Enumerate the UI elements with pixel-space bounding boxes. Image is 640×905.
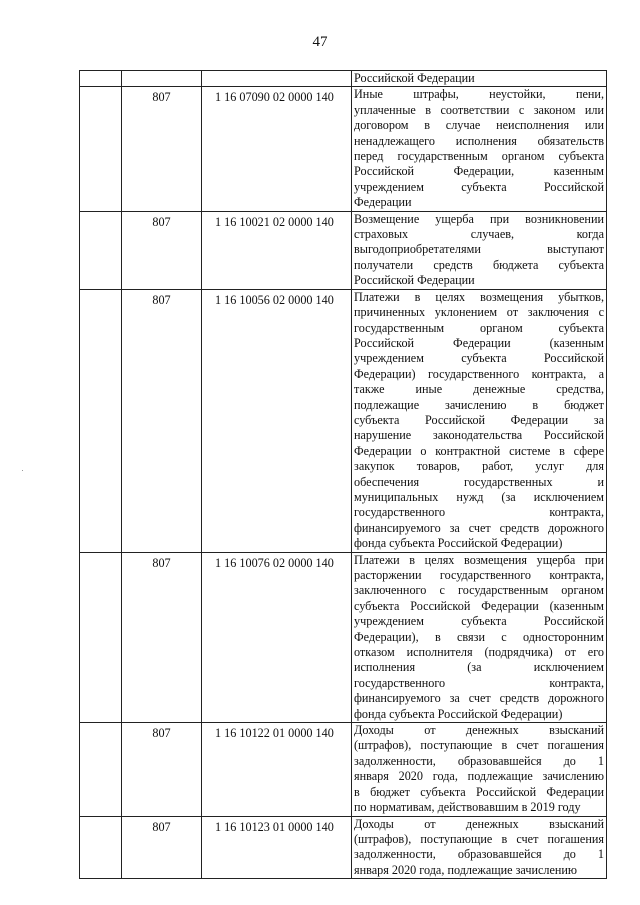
revenue-code-cell: 1 16 10056 02 0000 140 bbox=[202, 289, 352, 552]
revenue-code-cell: 1 16 10123 01 0000 140 bbox=[202, 816, 352, 879]
description-line: января 2020 года, подлежащие зачислению bbox=[354, 862, 578, 877]
description-line: по нормативам, действовавшим в 2019 году bbox=[354, 800, 581, 815]
table-body bbox=[80, 71, 607, 879]
admin-code-cell: 807 bbox=[122, 211, 202, 289]
description-line: муниципальных нужд (за исключением bbox=[354, 489, 604, 504]
admin-code-cell: 807 bbox=[122, 816, 202, 879]
description-line: субъекта Российской Федерации (казенным bbox=[354, 598, 604, 613]
revenue-code-cell: 1 16 10122 01 0000 140 bbox=[202, 723, 352, 816]
description-line: (штрафов), поступающие в счет погашения bbox=[354, 738, 604, 753]
table-row bbox=[80, 289, 607, 552]
description-line: фонда субъекта Российской Федерации) bbox=[354, 536, 563, 551]
table-row bbox=[80, 816, 607, 879]
description-line: страховых случаев, когда bbox=[354, 227, 604, 242]
description-line: также иные денежные средства, bbox=[354, 382, 604, 397]
description-line: в бюджет субъекта Российской Федерации bbox=[354, 784, 604, 799]
description-line: финансируемого за счет средств дорожного bbox=[354, 520, 604, 535]
description-line: задолженности, образовавшейся до 1 bbox=[354, 847, 604, 862]
empty-cell bbox=[80, 816, 122, 879]
description-line: причиненных уклонением от заключения с bbox=[354, 305, 604, 320]
description-line: Российской Федерации, казенным bbox=[354, 164, 604, 179]
description-line: учреждением субъекта Российской bbox=[354, 179, 604, 194]
description-line: фонда субъекта Российской Федерации) bbox=[354, 706, 563, 721]
empty-cell bbox=[80, 71, 122, 87]
description-line: обеспечения государственных и bbox=[354, 474, 604, 489]
admin-code-cell: 807 bbox=[122, 723, 202, 816]
description-line: государственного контракта, bbox=[354, 505, 604, 520]
admin-code-cell bbox=[122, 71, 202, 87]
admin-code-cell: 807 bbox=[122, 552, 202, 722]
empty-cell bbox=[80, 87, 122, 211]
description-line: Федерации), в связи с односторонним bbox=[354, 629, 604, 644]
description-cell bbox=[352, 71, 607, 87]
description-line: нарушение законодательства Российской bbox=[354, 428, 604, 443]
description-line: Российской Федерации bbox=[354, 71, 475, 85]
description-line: перед государственным органом субъекта bbox=[354, 149, 604, 164]
revenue-code-cell: 1 16 07090 02 0000 140 bbox=[202, 87, 352, 211]
description-line: ненадлежащего исполнения обязательств bbox=[354, 133, 604, 148]
description-line: Федерации о контрактной системе в сфере bbox=[354, 443, 604, 458]
description-line: Платежи в целях возмещения убытков, bbox=[354, 289, 604, 304]
description-line: Федерации bbox=[354, 195, 412, 210]
description-line: Платежи в целях возмещения ущерба при bbox=[354, 552, 604, 567]
description-line: учреждением субъекта Российской bbox=[354, 351, 604, 366]
admin-code-cell: 807 bbox=[122, 289, 202, 552]
description-cell bbox=[352, 723, 607, 816]
description-cell bbox=[352, 87, 607, 211]
description-cell bbox=[352, 289, 607, 552]
description-line: Иные штрафы, неустойки, пени, bbox=[354, 87, 604, 102]
description-line: подлежащие зачислению в бюджет bbox=[354, 397, 604, 412]
description-line: уплаченные в соответствии с законом или bbox=[354, 102, 604, 117]
description-line: учреждением субъекта Российской bbox=[354, 614, 604, 629]
description-cell bbox=[352, 816, 607, 879]
description-line: выгодоприобретателями выступают bbox=[354, 242, 604, 257]
description-line: получатели средств бюджета субъекта bbox=[354, 257, 604, 272]
description-line: Доходы от денежных взысканий bbox=[354, 723, 604, 738]
admin-code-cell: 807 bbox=[122, 87, 202, 211]
description-line: финансируемого за счет средств дорожного bbox=[354, 691, 604, 706]
revenue-code-cell bbox=[202, 71, 352, 87]
empty-cell bbox=[80, 723, 122, 816]
description-line: января 2020 года, подлежащие зачислению bbox=[354, 769, 604, 784]
description-line: заключенного с государственным органом bbox=[354, 583, 604, 598]
description-line: Российской Федерации bbox=[354, 273, 475, 288]
description-line: государственным органом субъекта bbox=[354, 320, 604, 335]
description-line: субъекта Российской Федерации за bbox=[354, 412, 604, 427]
table-row bbox=[80, 71, 607, 87]
empty-cell bbox=[80, 211, 122, 289]
table-row bbox=[80, 723, 607, 816]
description-line: Доходы от денежных взысканий bbox=[354, 816, 604, 831]
description-cell bbox=[352, 211, 607, 289]
table-row bbox=[80, 552, 607, 722]
description-line: задолженности, образовавшейся до 1 bbox=[354, 753, 604, 768]
revenue-code-cell: 1 16 10076 02 0000 140 bbox=[202, 552, 352, 722]
description-cell bbox=[352, 552, 607, 722]
description-line: отказом исполнителя (подрядчика) от его bbox=[354, 645, 604, 660]
description-line: закупок товаров, работ, услуг для bbox=[354, 459, 604, 474]
empty-cell bbox=[80, 552, 122, 722]
description-line: договором в случае неисполнения или bbox=[354, 118, 604, 133]
description-line: государственного контракта, bbox=[354, 675, 604, 690]
table-row bbox=[80, 211, 607, 289]
revenue-codes-table bbox=[79, 70, 607, 879]
table-row bbox=[80, 87, 607, 211]
description-line: Российской Федерации (казенным bbox=[354, 335, 604, 350]
empty-cell bbox=[80, 289, 122, 552]
margin-mark bbox=[22, 470, 23, 471]
description-line: Возмещение ущерба при возникновении bbox=[354, 211, 604, 226]
description-line: Федерации) государственного контракта, а bbox=[354, 366, 604, 381]
description-line: исполнения (за исключением bbox=[354, 660, 604, 675]
page-number: 47 bbox=[312, 34, 328, 50]
revenue-code-cell: 1 16 10021 02 0000 140 bbox=[202, 211, 352, 289]
description-line: (штрафов), поступающие в счет погашения bbox=[354, 831, 604, 846]
description-line: расторжении государственного контракта, bbox=[354, 568, 604, 582]
